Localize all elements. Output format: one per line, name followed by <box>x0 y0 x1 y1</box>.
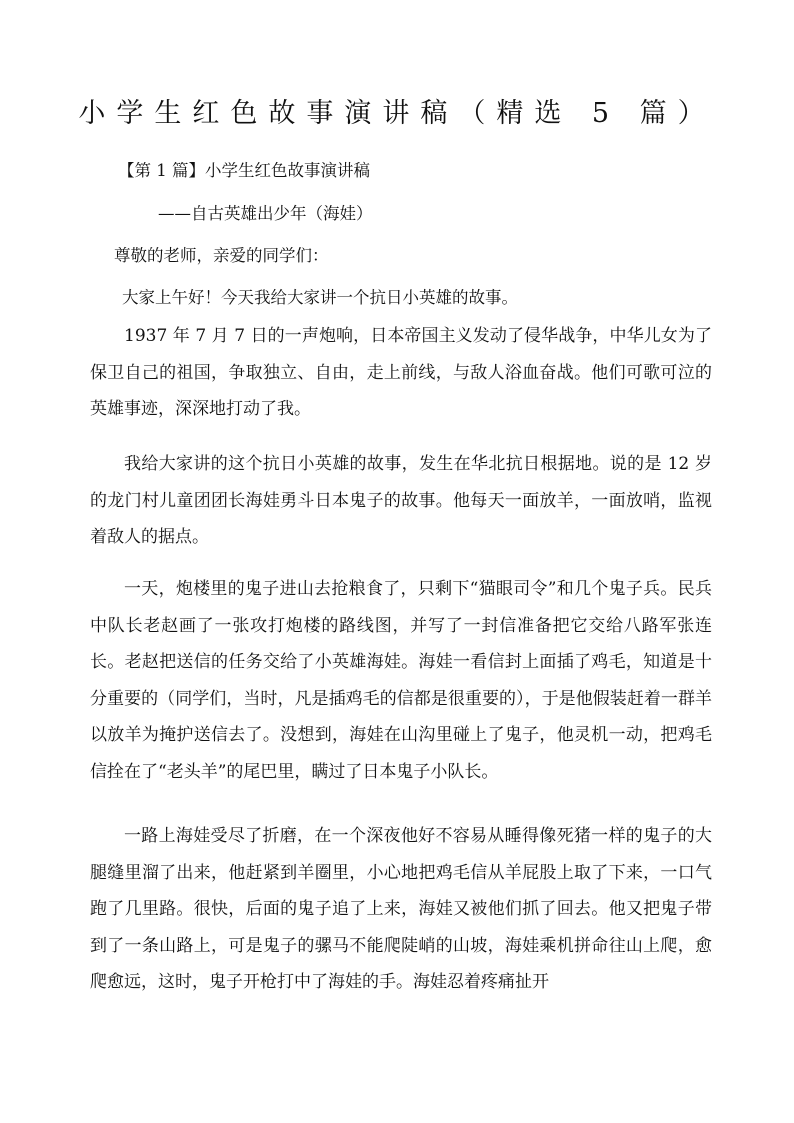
section-heading: 【第 1 篇】小学生红色故事演讲稿 <box>118 161 370 180</box>
greeting: 大家上午好！今天我给大家讲一个抗日小英雄的故事。 <box>122 288 518 307</box>
paragraph-4: 一路上海娃受尽了折磨，在一个深夜他好不容易从睡得像死猪一样的鬼子的大腿缝里溜了出来，他赶紧到羊圈里，小心地把鸡毛信从羊屁股上取了下来，一口气跑了几里路。很快，后面的鬼子追了上来，海娃又被他们抓了回去。他又把鬼子带到了一条山路上，可是鬼子的骡马不能爬陡峭的山坡，海娃乘机拼命往山上爬，愈爬愈远，这时，鬼子开枪打中了海娃的手。海娃忍着疼痛扯开 <box>90 826 712 992</box>
paragraph-2: 我给大家讲的这个抗日小英雄的故事，发生在华北抗日根据地。说的是 12 岁的龙门村儿童团团长海娃勇斗日本鬼子的故事。他每天一面放羊，一面放哨，监视着敌人的据点。 <box>90 454 712 547</box>
paragraph-1: 1937 年 7 月 7 日的一声炮响，日本帝国主义发动了侵华战争，中华儿女为了保卫自己的祖国，争取独立、自由，走上前线，与敌人浴血奋战。他们可歌可泣的英雄事迹，深深地打动了我。 <box>90 326 712 419</box>
salutation: 尊敬的老师，亲爱的同学们： <box>114 246 329 265</box>
paragraph-3: 一天，炮楼里的鬼子进山去抢粮食了，只剩下“猫眼司令”和几个鬼子兵。民兵中队长老赵画了一张攻打炮楼的路线图，并写了一封信准备把它交给八路军张连长。老赵把送信的任务交给了小英雄海娃。海娃一看信封上面插了鸡毛，知道是十分重要的（同学们，当时，凡是插鸡毛的信都是很重要的），于是他假装赶着一群羊以放羊为掩护送信去了。没想到，海娃在山沟里碰上了鬼子，他灵机一动，把鸡毛信拴在了“老头羊”的尾巴里，瞒过了日本鬼子小队长。 <box>90 579 712 782</box>
document-title: 小学生红色故事演讲稿（精选 5 篇） <box>78 98 716 129</box>
subtitle: ——自古英雄出少年（海娃） <box>158 204 373 223</box>
